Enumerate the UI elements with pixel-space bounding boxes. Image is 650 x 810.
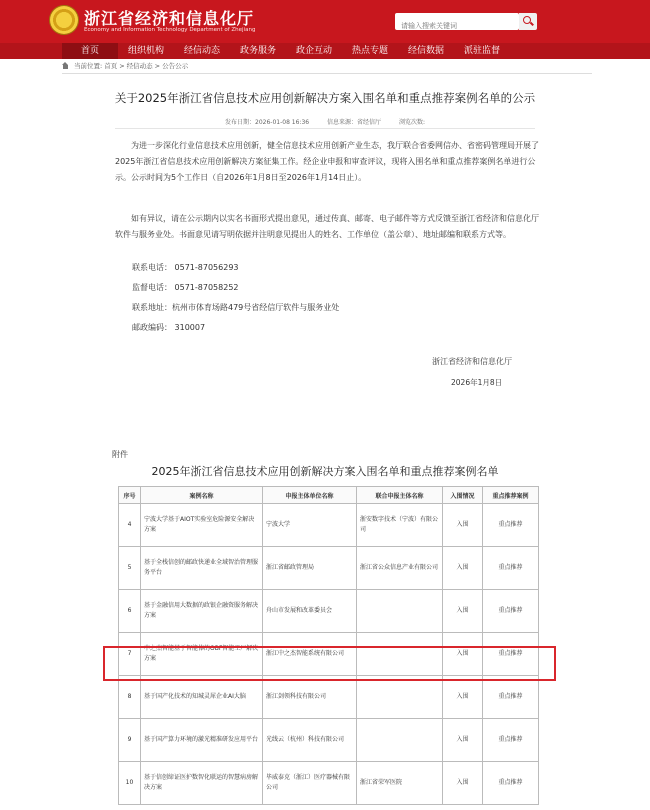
- cell-recommend: 重点推荐: [483, 676, 539, 719]
- search-box: [395, 13, 519, 30]
- cell-recommend: 重点推荐: [483, 547, 539, 590]
- signature-org: 浙江省经济和信息化厅: [432, 357, 512, 366]
- cell-recommend: 重点推荐: [483, 762, 539, 805]
- cell-status: 入围: [443, 547, 483, 590]
- search-button[interactable]: [519, 13, 537, 30]
- contact-phone: 联系电话： 0571-87056293: [132, 263, 239, 272]
- table-row-highlighted: [119, 676, 539, 719]
- table-row: [119, 719, 539, 762]
- article-title: 关于2025年浙江省信息技术应用创新解决方案入围名单和重点推荐案例名单的公示: [114, 91, 536, 105]
- table-row: [119, 762, 539, 805]
- cell-joint-applicant: 浙江省荣军医院: [357, 762, 443, 805]
- nav-item-data[interactable]: 经信数据: [407, 46, 444, 56]
- publish-time: 发布日期：2026-01-08 16:36: [225, 119, 310, 126]
- cell-joint-applicant: [357, 719, 443, 762]
- cell-status: 入围: [443, 719, 483, 762]
- header-joint-applicant: 联合申报主体名称: [357, 487, 443, 504]
- cell-case-name: 中之杰智能基于智能体的OBF智能工厂解决方案: [141, 633, 263, 676]
- meta-divider: [115, 128, 535, 129]
- annex-label: 附件: [112, 450, 128, 459]
- article-source: 信息来源：省经信厅: [327, 119, 382, 126]
- cell-no: 7: [119, 633, 141, 676]
- table-row: [119, 590, 539, 633]
- cell-joint-applicant: 浙江省公众信息产业有限公司: [357, 547, 443, 590]
- table-row: [119, 504, 539, 547]
- national-emblem-icon: [50, 6, 78, 34]
- main-nav: [0, 43, 650, 59]
- search-input[interactable]: [401, 19, 505, 34]
- cell-applicant: 毕威泰克（浙江）医疗器械有限公司: [263, 762, 357, 805]
- list-title: 2025年浙江省信息技术应用创新解决方案入围名单和重点推荐案例名单: [151, 465, 499, 478]
- cell-status: 入围: [443, 633, 483, 676]
- article-paragraph: 为进一步深化行业信息技术应用创新，健全信息技术应用创新产业生态，我厅联合省委网信办、省密码管理局开展了2025年浙江省信息技术应用创新解决方案征集工作。经企业申报和审查评议，现将入围名单和重点推荐案例名单进行公示。公示时间为5个工作日（自2026年1月8日至2026年1月14日止）。: [115, 141, 539, 182]
- breadcrumb: [62, 61, 188, 70]
- nav-item-services[interactable]: 政务服务: [239, 46, 276, 56]
- contact-address: 联系地址：杭州市体育场路479号省经信厅软件与服务业处: [132, 303, 340, 312]
- cell-case-name: 宁波大学基于AIOT实验室危险源安全解决方案: [141, 504, 263, 547]
- home-icon: [62, 63, 69, 69]
- cell-applicant: 宁波大学: [263, 504, 357, 547]
- nav-item-home[interactable]: 首页: [62, 43, 118, 59]
- cell-case-name: 基于国产算力环境的激光精准研发应用平台: [141, 719, 263, 762]
- breadcrumb-divider: [62, 73, 592, 74]
- table-header-row: [119, 487, 539, 504]
- supervise-phone: 监督电话： 0571-87058252: [132, 283, 239, 292]
- cell-case-name: 基于国产化技术的知城灵犀企业AI大脑: [141, 676, 263, 719]
- cell-recommend: 重点推荐: [483, 504, 539, 547]
- header-applicant: 申报主体单位名称: [263, 487, 357, 504]
- cell-case-name: 基于全栈信创的邮政快递业全域智治管理服务平台: [141, 547, 263, 590]
- cell-no: 5: [119, 547, 141, 590]
- cell-recommend: 重点推荐: [483, 590, 539, 633]
- highlight-box: [103, 646, 556, 681]
- cell-recommend: 重点推荐: [483, 633, 539, 676]
- breadcrumb-notices[interactable]: 公告公示: [162, 62, 189, 70]
- site-subtitle: Economy and Information Technology Department of Zhejiang: [84, 27, 256, 33]
- cell-applicant: 浙江剑领科技有限公司: [263, 676, 357, 719]
- view-count: 浏览次数:: [398, 119, 425, 126]
- breadcrumb-separator: >: [119, 61, 125, 70]
- cell-joint-applicant: [357, 590, 443, 633]
- cell-case-name: 基于信创缔证医护数智化联运的智慧病房解决方案: [141, 762, 263, 805]
- cell-applicant: 舟山市发展和改革委员会: [263, 590, 357, 633]
- nav-item-supervision[interactable]: 派驻监督: [463, 46, 500, 56]
- site-header: [0, 0, 650, 43]
- nav-item-news[interactable]: 经信动态: [183, 46, 220, 56]
- header-no: 序号: [119, 487, 141, 504]
- breadcrumb-prefix: 当前位置:: [74, 62, 103, 70]
- cell-recommend: 重点推荐: [483, 719, 539, 762]
- cell-joint-applicant: 浙安数字技术（宁波）有限公司: [357, 504, 443, 547]
- article-paragraph: 如有异议，请在公示期内以实名书面形式提出意见，通过传真、邮寄、电子邮件等方式反馈至浙江省经济和信息化厅软件与服务业处。书面意见请写明依据并注明意见提出人的姓名、工作单位（盖公章）、地址邮编和联系方式等。: [115, 214, 539, 239]
- header-status: 入围情况: [443, 487, 483, 504]
- header-case-name: 案例名称: [141, 487, 263, 504]
- nav-item-organization[interactable]: 组织机构: [127, 46, 164, 56]
- nav-item-topics[interactable]: 热点专题: [351, 46, 388, 56]
- nav-item-interaction[interactable]: 政企互动: [295, 46, 332, 56]
- cell-applicant: 浙江中之杰智能系统有限公司: [263, 633, 357, 676]
- signature-date: 2026年1月8日: [451, 378, 503, 387]
- cell-no: 4: [119, 504, 141, 547]
- cell-no: 6: [119, 590, 141, 633]
- cell-case-name: 基于金融信用大数据的政银企融资服务解决方案: [141, 590, 263, 633]
- breadcrumb-separator: >: [154, 61, 161, 70]
- cell-applicant: 光线云（杭州）科技有限公司: [263, 719, 357, 762]
- article-meta: [0, 117, 650, 126]
- site-title[interactable]: 浙江省经济和信息化厅: [84, 9, 255, 28]
- cell-status: 入围: [443, 762, 483, 805]
- cell-applicant: 浙江省邮政管理局: [263, 547, 357, 590]
- cell-no: 10: [119, 762, 141, 805]
- cell-no: 8: [119, 676, 141, 719]
- breadcrumb-news[interactable]: 经信动态: [126, 62, 153, 70]
- cell-status: 入围: [443, 676, 483, 719]
- cell-joint-applicant: [357, 676, 443, 719]
- header-recommend: 重点推荐案例: [483, 487, 539, 504]
- postcode: 邮政编码： 310007: [132, 323, 206, 332]
- breadcrumb-home[interactable]: 首页: [104, 62, 118, 70]
- cell-no: 9: [119, 719, 141, 762]
- cell-status: 入围: [443, 590, 483, 633]
- cell-status: 入围: [443, 504, 483, 547]
- table-row: [119, 547, 539, 590]
